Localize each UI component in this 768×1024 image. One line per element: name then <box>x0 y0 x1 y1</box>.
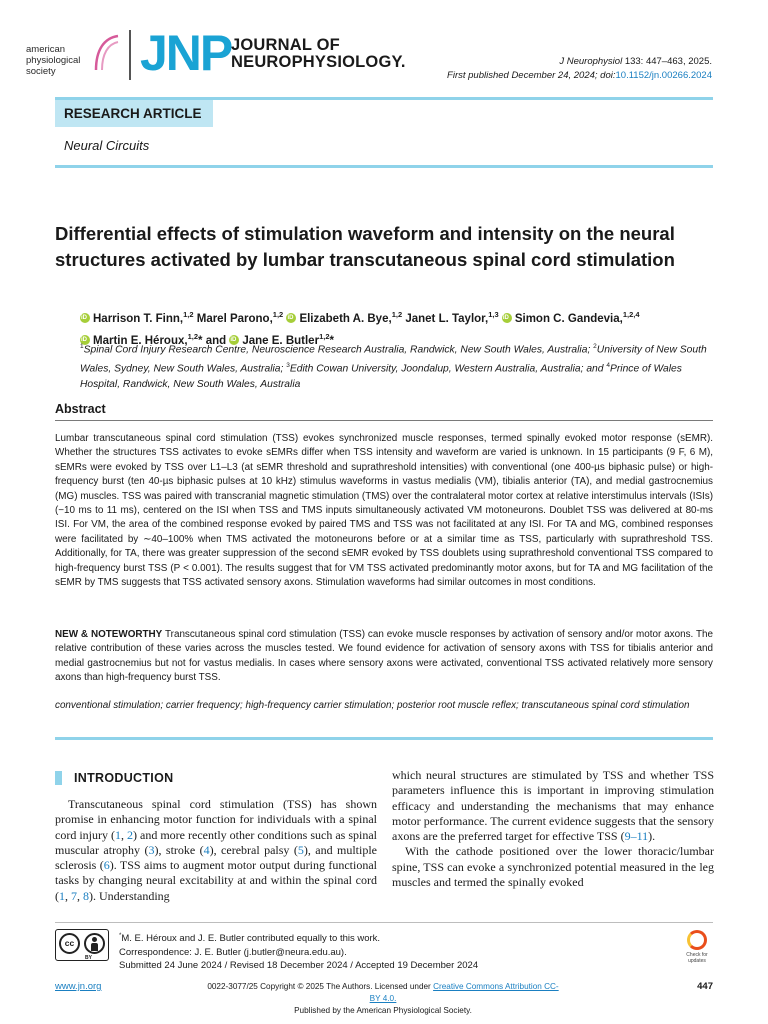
copyright-text: 0022-3077/25 Copyright © 2025 The Authors. Licensed under <box>207 982 434 991</box>
logo-divider <box>129 30 131 80</box>
check-for-updates-icon[interactable] <box>680 930 714 968</box>
heading-marker <box>55 771 62 785</box>
accent-bar <box>55 165 713 168</box>
abstract-heading: Abstract <box>55 402 106 416</box>
correspondence: Correspondence: J. E. Butler (j.butler@neura.edu.au). <box>119 946 347 958</box>
equal-contribution-note: M. E. Héroux and J. E. Butler contributed equally to this work. <box>121 933 381 945</box>
intro-title: INTRODUCTION <box>74 771 174 785</box>
reference-link[interactable]: 1 <box>59 888 65 903</box>
reference-link[interactable]: 8 <box>83 888 89 903</box>
orcid-icon[interactable] <box>286 313 296 323</box>
body-paragraph: which neural structures are stimulated by TSS and whether TSS parameters influence this is important in improving stimulation efficacy and understanding the mechanisms that may enhance motor performance. The current evidence suggests that the sensory axons are the preferred target for effective TSS (9–11). <box>392 768 714 844</box>
submission-dates: Submitted 24 June 2024 / Revised 18 December 2024 / Accepted 19 December 2024 <box>119 960 479 972</box>
abstract-text: Lumbar transcutaneous spinal cord stimulation (TSS) evokes synchronized muscle responses, termed spinally evoked motor response (sEMR). Whether the structures TSS activates to evoke sEMRs differ when TSS intensity and waveform are varied is unknown. In 15 participants (9 F, 6 M), sEMRs were evoked by TSS over L1–L3 (at sEMR threshold and suprathreshold intensities) with conventional (one 400-µs biphasic pulse) or high-frequency burst (ten 40-µs biphasic pulses at 10 kHz) stimulus waveforms in vastus medialis (VM), tibialis anterior (TA), and medial gastrocnemius (MG) muscles. TSS was paired with transcranial magnetic stimulation (TMS) over the contralateral motor cortex at relative interstimulus intervals (ISIs) (−10 ms to 11 ms), centered on the ISI when TSS and TMS inputs simultaneously activated VM motoneurons. Doublet TSS was delivered at 80-ms ISI. For VM, the area of the combined response evoked by paired TMS and TSS was not facilitated at any ISI. For TA and MG, combined responses were facilitated by ∼40–100% when TMS activated the motoneurons before or at a similar time as TSS, particularly with suprathreshold TSS. Additionally, for TA, there was greater suppression of the second sEMR evoked by TSS doublets using suprathreshold conventional TSS compared to high-frequency burst TSS (P < 0.001). The results suggest that for VM TSS activated predominantly motor axons, but for TA and MG facilitation of the sEMR by TMS suggests that TSS activated sensory axons. Stimulation waveforms had similar outcomes in most conditions. <box>55 433 713 589</box>
affiliation: Prince of Wales Hospital, Randwick, New South Wales, Australia <box>80 363 682 390</box>
license-link[interactable]: Creative Commons Attribution CC-BY 4.0. <box>369 982 559 1003</box>
doi-link[interactable]: 10.1152/jn.00266.2024 <box>615 70 712 81</box>
author-name: iD Jane E. Butler$^{1,2}$* <box>229 335 334 347</box>
affiliation: Edith Cowan University, Joondalup, Western Australia, Australia; and <box>289 363 607 375</box>
author-conjunction: and <box>205 334 227 347</box>
society-name <box>26 44 80 77</box>
author-name: Marel Parono,$^{1,2}$ <box>196 310 284 325</box>
journal-name <box>231 37 406 71</box>
new-noteworthy <box>55 628 713 686</box>
cc-icon: cc <box>59 933 80 954</box>
body-column-right <box>392 768 714 890</box>
attribution-icon <box>84 933 105 954</box>
abstract-rule <box>55 420 713 421</box>
author-name: iD Simon C. Gandevia,$^{1,2,4}$ <box>502 313 640 325</box>
publisher-line: Published by the American Physiological Society. <box>294 1006 472 1015</box>
footnote-marker: * <box>119 933 122 939</box>
footnote-rule <box>55 922 713 923</box>
orcid-icon[interactable] <box>502 313 512 323</box>
orcid-icon[interactable] <box>80 313 90 323</box>
journal-url-link[interactable]: www.jn.org <box>55 981 102 992</box>
footnote <box>119 930 478 973</box>
author-name: iDHarrison T. Finn,$^{1,2}$ <box>80 313 194 325</box>
reference-link[interactable]: 2 <box>127 827 134 842</box>
reference-link[interactable]: 5 <box>297 842 304 857</box>
check-updates-ring-icon <box>687 930 707 950</box>
affiliation: Spinal Cord Injury Research Centre, Neuroscience Research Australia, Randwick, New South Wales, Australia; <box>83 344 594 356</box>
society-name-line: society <box>26 66 56 77</box>
page-number: 447 <box>697 981 713 992</box>
intro-heading <box>55 770 173 786</box>
author-name: iD Elizabeth A. Bye,$^{1,2}$ <box>286 313 402 325</box>
check-updates-label: Check for updates <box>686 952 708 964</box>
reference-link[interactable]: 1 <box>115 827 121 842</box>
citation-published: First published December 24, 2024; doi: <box>447 70 616 81</box>
body-column-left <box>55 797 377 904</box>
journal-name-line: JOURNAL OF <box>231 36 340 54</box>
reference-link[interactable]: 4 <box>203 842 210 857</box>
journal-mark: JNP <box>140 25 232 81</box>
citation <box>447 55 712 83</box>
society-name-line: american <box>26 44 66 55</box>
society-name-line: physiological <box>26 55 81 66</box>
cc-by-license-icon[interactable] <box>55 929 109 961</box>
article-title: Differential effects of stimulation waveform and intensity on the neural structures activated by lumbar transcutaneous spinal cord stimulation <box>55 223 675 270</box>
author-name: Janet L. Taylor,$^{1,3}$ <box>405 310 499 325</box>
body-paragraph: With the cathode positioned over the lower thoracic/lumbar spine, TSS can evoke a synchronized potential measured in the leg muscles and termed the spinally evoked <box>392 844 714 890</box>
journal-name-line: NEUROPHYSIOLOGY. <box>231 53 406 71</box>
keywords: conventional stimulation; carrier frequency; high-frequency carrier stimulation; posterior root muscle reflex; transcutaneous spinal cord stimulation <box>55 700 690 711</box>
copyright-notice <box>205 981 561 1017</box>
body-paragraph: Transcutaneous spinal cord stimulation (TSS) has shown promise in enhancing motor function for individuals with a spinal cord injury (1, 2) and more recently other conditions such as spinal muscular atrophy (3), stroke (4), cerebral palsy (5), and multiple sclerosis (6). TSS aims to augment motor output during functional tasks by changing neural excitability at and within the spinal cord (1, 7, 8). Understanding <box>55 797 378 903</box>
society-logo-icon <box>92 32 122 72</box>
reference-link[interactable]: 7 <box>71 888 77 903</box>
noteworthy-lead: NEW & NOTEWORTHY <box>55 629 163 640</box>
section-name: Neural Circuits <box>64 138 150 153</box>
noteworthy-text: Transcutaneous spinal cord stimulation (TSS) can evoke muscle responses by activation of sensory and/or motor axons. The relative contribution of these varies across the muscles tested. We found evidence for activation of sensory axons with TSS for tibialis anterior and medial gastrocnemius but not for vastus medialis. In cases where sensory axons were activated, conventional TSS activated relatively more sensory axons than high-frequency burst TSS. <box>55 629 713 684</box>
affiliation: University of New South Wales, Sydney, New South Wales, Australia; <box>80 344 707 375</box>
article-type-label: RESEARCH ARTICLE <box>55 100 213 127</box>
reference-link[interactable]: 3 <box>148 842 155 857</box>
accent-bar <box>55 737 713 740</box>
by-label: BY <box>85 955 92 961</box>
reference-link[interactable]: 6 <box>103 858 110 873</box>
author-name: iDMartin E. Héroux,$^{1,2}$* <box>80 335 203 347</box>
citation-journal: J Neurophysiol <box>559 56 623 67</box>
reference-link[interactable]: 9–11 <box>624 829 649 844</box>
affiliations: $^1$Spinal Cord Injury Research Centre, Neuroscience Research Australia, Randwick, New South Wales, Australia; $^2$University of New South Wales, Sydney, New South Wales, Australia; $^3$Edith Cowan University, Joondalup, Western Australia, Australia; and $^4$Prince of Wales Hospital, Randwick, New South Wales, Australia <box>80 343 707 390</box>
citation-volume: 133: 447–463, 2025. <box>624 56 712 67</box>
